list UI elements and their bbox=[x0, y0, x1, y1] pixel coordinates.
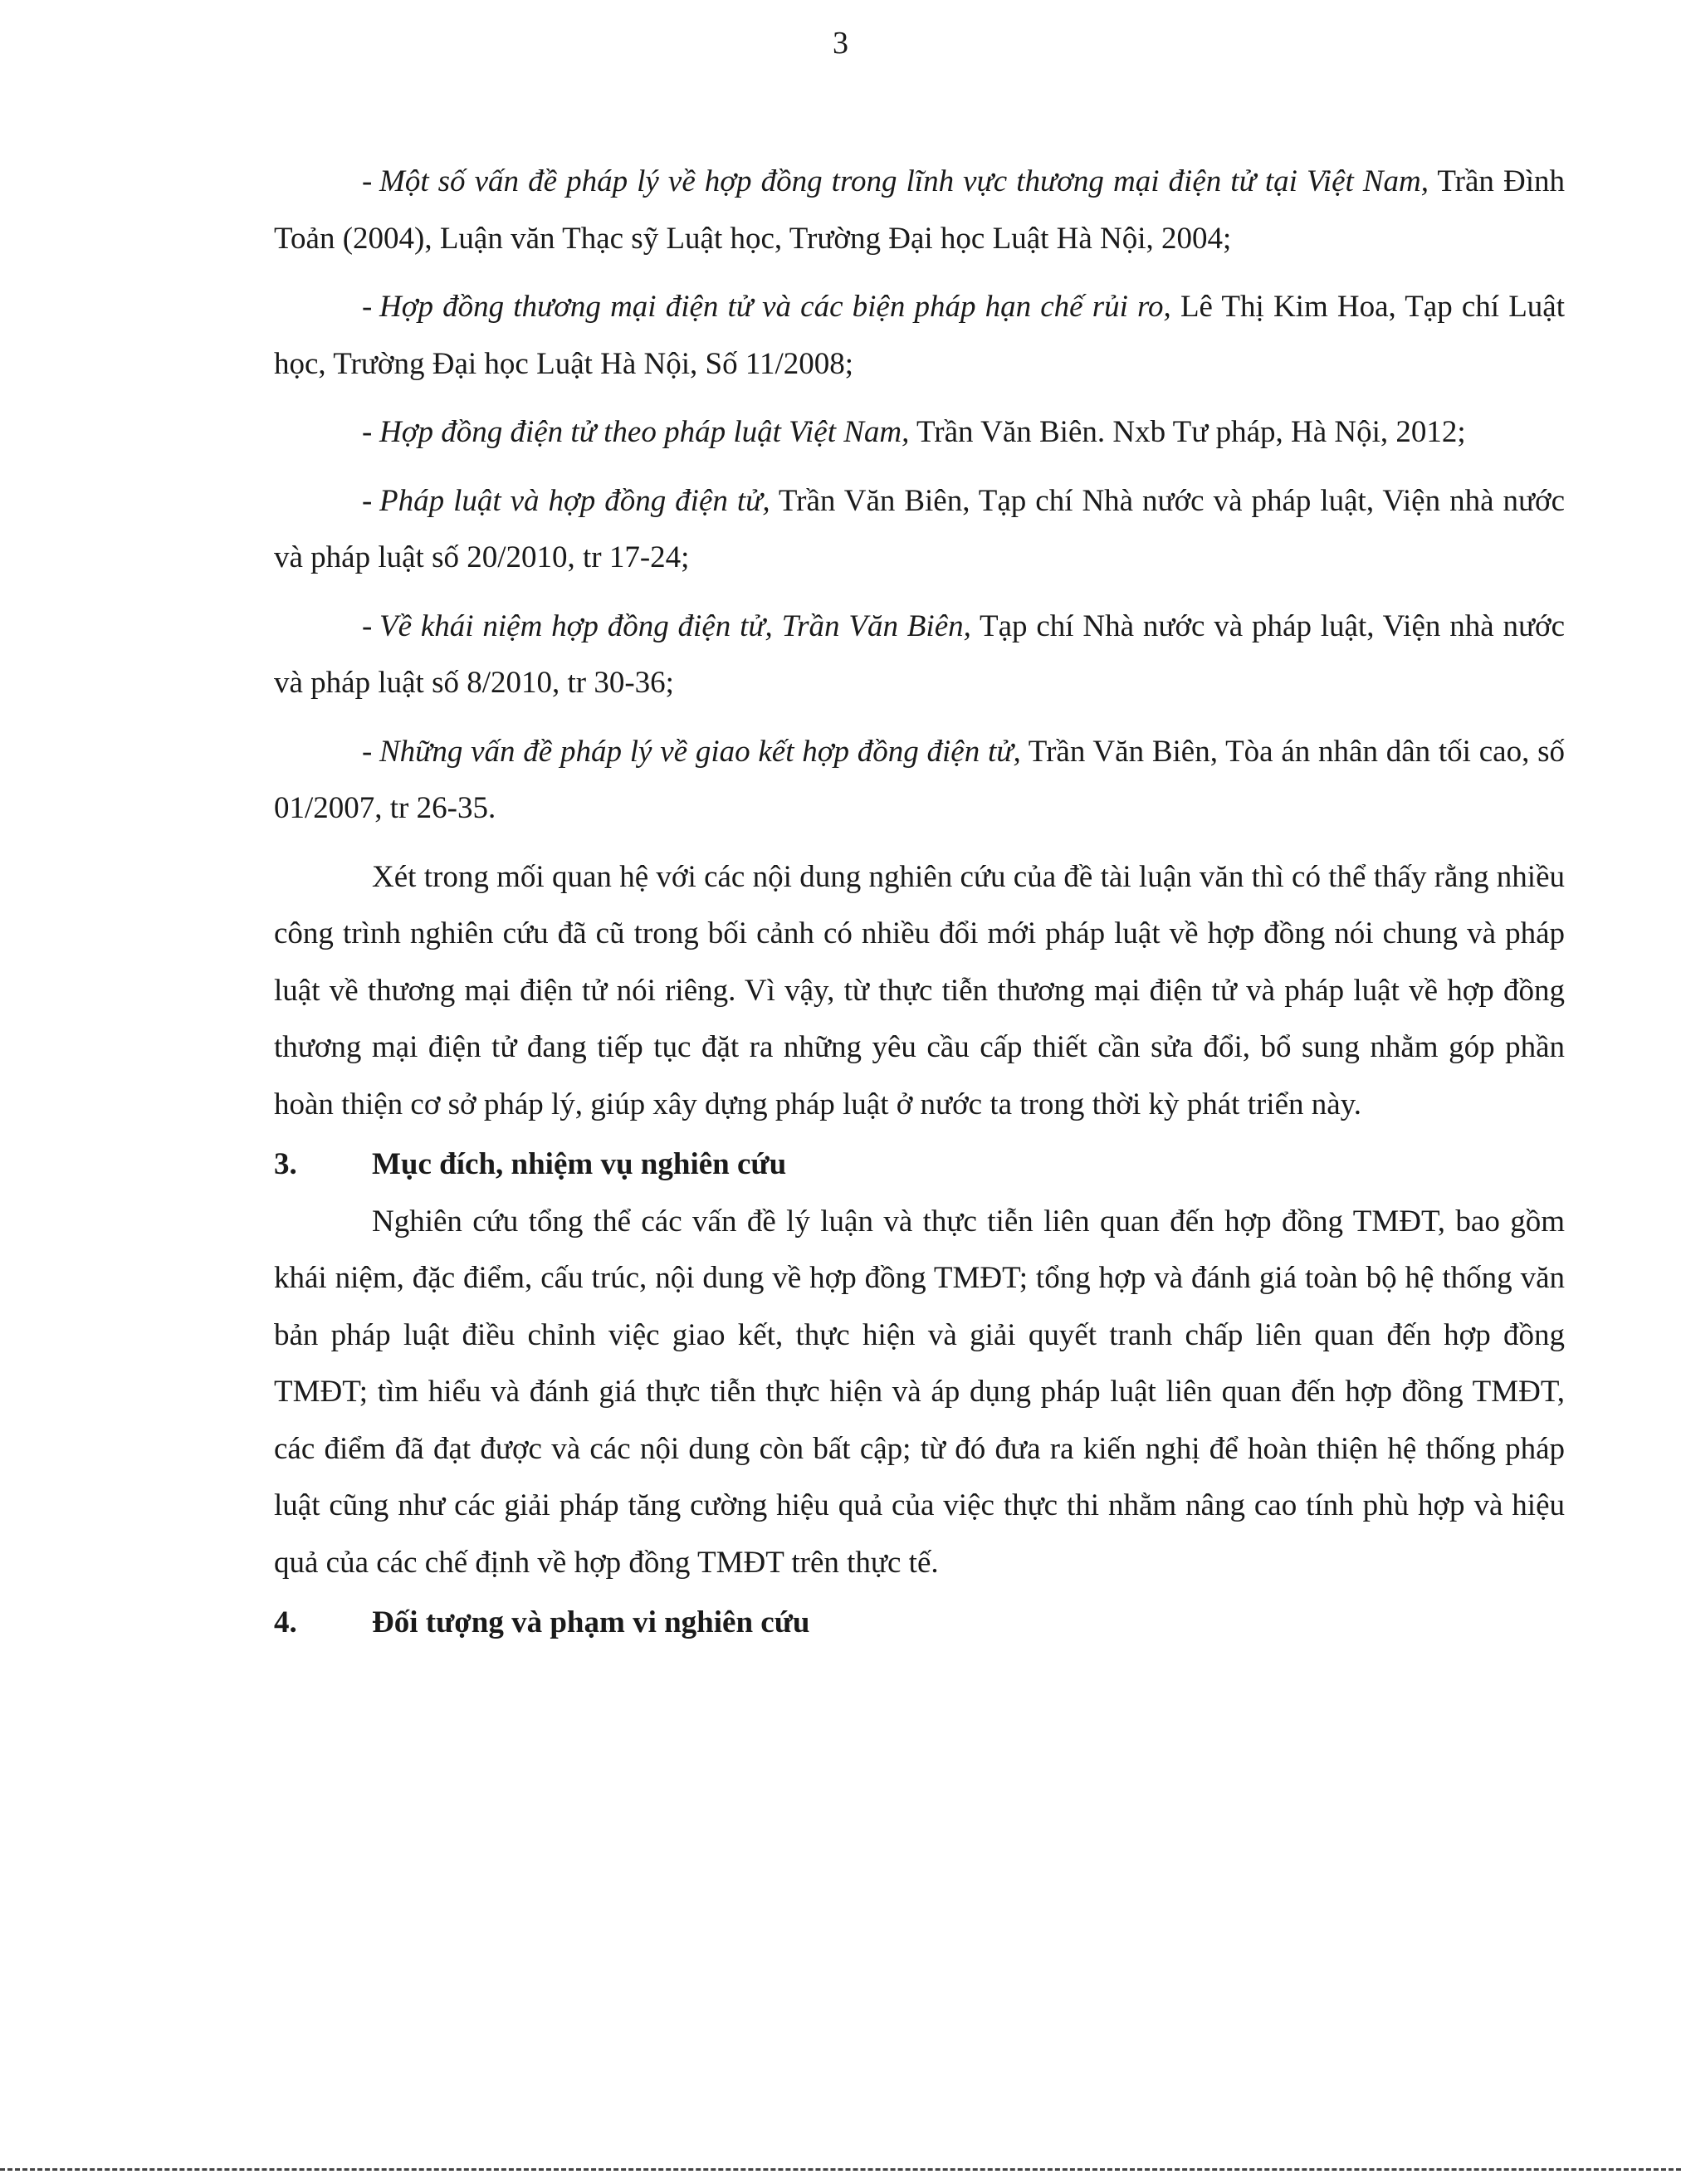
section-title: Đối tượng và phạm vi nghiên cứu bbox=[372, 1605, 810, 1639]
list-dash: - bbox=[362, 608, 373, 643]
body-paragraph: Nghiên cứu tổng thể các vấn đề lý luận và thực tiễn liên quan đến hợp đồng TMĐT, bao gồm khái niệm, đặc điểm, cấu trúc, nội dung về hợp đồng TMĐT; tổng hợp và đánh giá toàn bộ hệ thống văn bản pháp luật điều chỉnh việc giao kết, thực hiện và giải quyết tranh chấp liên quan đến hợp đồng TMĐT; tìm hiểu và đánh giá thực tiễn thực hiện và áp dụng pháp luật liên quan đến hợp đồng TMĐT, các điểm đã đạt được và các nội dung còn bất cập; từ đó đưa ra kiến nghị để hoàn thiện hệ thống pháp luật cũng như các giải pháp tăng cường hiệu quả của việc thực thi nhằm nâng cao tính phù hợp và hiệu quả của các chế định về hợp đồng TMĐT trên thực tế. bbox=[274, 1204, 1565, 1580]
body-paragraph: Xét trong mối quan hệ với các nội dung nghiên cứu của đề tài luận văn thì có thể thấy rằng nhiều công trình nghiên cứu đã cũ trong bối cảnh có nhiều đổi mới pháp luật về hợp đồng nói chung và pháp luật về thương mại điện tử nói riêng. Vì vậy, từ thực tiễn thương mại điện tử và pháp luật về hợp đồng thương mại điện tử đang tiếp tục đặt ra những yêu cầu cấp thiết cần sửa đổi, bổ sung nhằm góp phần hoàn thiện cơ sở pháp lý, giúp xây dựng pháp luật ở nước ta trong thời kỳ phát triển này. bbox=[274, 859, 1565, 1121]
reference-item bbox=[274, 154, 1565, 267]
reference-item bbox=[274, 724, 1565, 838]
reference-title: Về khái niệm hợp đồng điện tử, Trần Văn Biên, bbox=[379, 608, 971, 643]
section-number: 4. bbox=[274, 1605, 297, 1639]
page-number: 3 bbox=[833, 26, 848, 61]
reference-details: Trần Đình Toản (2004), Luận văn Thạc sỹ Luật học, Trường Đại học Luật Hà Nội, 2004; bbox=[274, 164, 1565, 256]
reference-title: Những vấn đề pháp lý về giao kết hợp đồng điện tử, bbox=[379, 734, 1021, 769]
reference-details: Tạp chí Nhà nước và pháp luật, Viện nhà nước và pháp luật số 8/2010, tr 30-36; bbox=[274, 608, 1565, 700]
page-bottom-divider bbox=[0, 2168, 1681, 2171]
reference-title: Hợp đồng thương mại điện tử và các biện pháp hạn chế rủi ro, bbox=[379, 290, 1171, 324]
reference-item bbox=[274, 473, 1565, 587]
list-dash: - bbox=[362, 164, 373, 198]
reference-details: Lê Thị Kim Hoa, Tạp chí Luật học, Trường Đại học Luật Hà Nội, Số 11/2008; bbox=[274, 290, 1565, 381]
list-dash: - bbox=[362, 415, 373, 449]
reference-item bbox=[274, 404, 1565, 462]
reference-title: Pháp luật và hợp đồng điện tử, bbox=[379, 483, 770, 518]
reference-details: Trần Văn Biên. Nxb Tư pháp, Hà Nội, 2012; bbox=[909, 415, 1466, 449]
reference-item bbox=[274, 279, 1565, 393]
reference-title: Một số vấn đề pháp lý về hợp đồng trong lĩnh vực thương mại điện tử tại Việt Nam, bbox=[379, 164, 1429, 198]
document-body bbox=[274, 154, 1565, 1652]
reference-title: Hợp đồng điện tử theo pháp luật Việt Nam, bbox=[379, 415, 910, 449]
section-title: Mục đích, nhiệm vụ nghiên cứu bbox=[372, 1147, 787, 1181]
list-dash: - bbox=[362, 290, 373, 324]
list-dash: - bbox=[362, 734, 373, 769]
reference-item bbox=[274, 599, 1565, 712]
reference-details: Trần Văn Biên, Tòa án nhân dân tối cao, số 01/2007, tr 26-35. bbox=[274, 734, 1565, 825]
reference-details: Trần Văn Biên, Tạp chí Nhà nước và pháp luật, Viện nhà nước và pháp luật số 20/2010, tr 17-24; bbox=[274, 483, 1565, 574]
section-heading bbox=[274, 1136, 1565, 1194]
section-heading bbox=[274, 1595, 1565, 1652]
list-dash: - bbox=[362, 483, 373, 518]
section-number: 3. bbox=[274, 1147, 297, 1181]
